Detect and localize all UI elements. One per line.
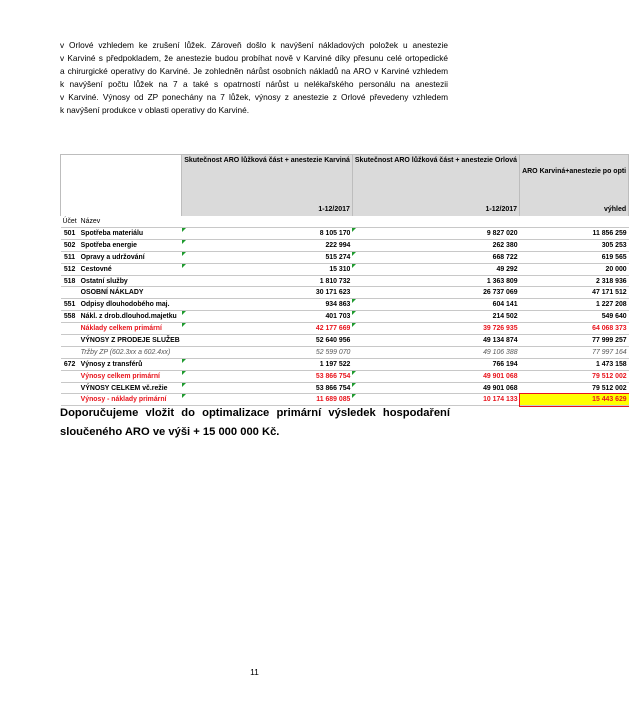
page-number: 11 [250,667,259,677]
row-value-karvina: 52 599 070 [182,346,353,358]
row-value-outlook: 1 473 158 [520,358,629,370]
row-nazev: VÝNOSY Z PRODEJE SLUŽEB [79,335,182,347]
row-nazev: Výnosy celkem primární [79,370,182,382]
paragraph-line: k navýšení počtu lůžek na 7 a také s opatrností nárůst u nelékařského personálu na anestezii [60,78,448,89]
table-row [61,382,629,394]
header-orlova [352,155,519,217]
row-value-outlook: 20 000 [520,263,629,275]
row-nazev: Opravy a udržování [79,251,182,263]
row-nazev: Odpisy dlouhodobého maj. [79,299,182,311]
row-value-karvina: 1 810 732 [182,275,353,287]
row-ucet [61,382,79,394]
row-value-orlova: 49 901 068 [352,370,519,382]
row-value-orlova: 668 722 [352,251,519,263]
row-ucet: 511 [61,251,79,263]
row-value-outlook: 79 512 002 [520,382,629,394]
row-value-karvina: 934 863 [182,299,353,311]
row-value-karvina: 401 703 [182,311,353,323]
row-ucet [61,323,79,335]
row-value-outlook: 11 856 259 [520,228,629,240]
row-nazev: Výnosy - náklady primární [79,394,182,406]
recommendation-line: sloučeného ARO ve výši + 15 000 000 Kč. [60,426,280,438]
paragraph-line: a chirurgické operativy do Karviné. Je zohledněn nárůst osobních nákladů na ARO v Karviné vzhledem [60,65,448,76]
header-karvina-period: 1-12/2017 [318,205,350,213]
row-value-orlova: 26 737 069 [352,287,519,299]
row-value-outlook: 619 565 [520,251,629,263]
row-value-karvina: 53 866 754 [182,370,353,382]
row-value-karvina: 8 105 170 [182,228,353,240]
table-row [61,299,629,311]
row-value-outlook: 15 443 629 [520,394,629,406]
row-nazev: Spotřeba materiálu [79,228,182,240]
row-value-outlook: 77 999 257 [520,335,629,347]
table-row [61,287,629,299]
column-label-nazev: Název [79,216,182,228]
header-outlook-label: ARO Karviná+anestezie po opti [522,168,627,175]
row-ucet: 518 [61,275,79,287]
row-nazev: OSOBNÍ NÁKLADY [79,287,182,299]
row-ucet: 512 [61,263,79,275]
paragraph-line: v Orlové vzhledem ke zrušení lůžek. Zároveň došlo k navýšení nákladových položek u anestezie [60,40,448,50]
row-ucet: 501 [61,228,79,240]
row-value-orlova: 214 502 [352,311,519,323]
column-label-empty [520,216,629,228]
row-value-karvina: 515 274 [182,251,353,263]
table-row [61,275,629,287]
row-ucet [61,287,79,299]
row-ucet: 672 [61,358,79,370]
row-value-outlook: 1 227 208 [520,299,629,311]
row-ucet: 551 [61,299,79,311]
row-value-karvina: 15 310 [182,263,353,275]
row-value-karvina: 30 171 623 [182,287,353,299]
row-value-karvina: 53 866 754 [182,382,353,394]
paragraph-line: v Karviné. Výnosy od ZP ponechány na 7 lůžek, výnosy z anestezie z Orlové převedeny vzhledem [60,91,448,102]
paragraph-line: v Karviné s předpokladem, že anestezie budou probíhat nově v Karviné díky přesunu celé ortopedické [60,52,448,63]
column-label-ucet: Účet [61,216,79,228]
table-row [61,263,629,275]
table-row [61,370,629,382]
table-header-row [61,155,629,217]
header-empty-cell [61,155,79,217]
row-value-orlova: 49 134 874 [352,335,519,347]
row-value-outlook: 77 997 164 [520,346,629,358]
row-value-outlook: 79 512 002 [520,370,629,382]
header-karvina [182,155,353,217]
row-value-karvina: 222 994 [182,239,353,251]
row-value-orlova: 9 827 020 [352,228,519,240]
row-value-orlova: 1 363 809 [352,275,519,287]
row-nazev: Výnosy z transférů [79,358,182,370]
header-karvina-label: Skutečnost ARO lůžková část + anestezie Karviná [184,157,350,164]
row-value-karvina: 11 689 085 [182,394,353,406]
table-row [61,335,629,347]
row-value-outlook: 305 253 [520,239,629,251]
row-value-outlook: 47 171 512 [520,287,629,299]
row-value-orlova: 262 380 [352,239,519,251]
row-value-orlova: 39 726 935 [352,323,519,335]
row-ucet [61,370,79,382]
row-value-orlova: 604 141 [352,299,519,311]
header-empty-cell [79,155,182,217]
column-label-empty [352,216,519,228]
header-orlova-label: Skutečnost ARO lůžková část + anestezie Orlová [354,157,518,164]
row-ucet: 558 [61,311,79,323]
row-value-orlova: 49 106 388 [352,346,519,358]
header-outlook-period: výhled [603,205,627,213]
paragraph-line: k navýšení produkce v oblasti operativy do Karviné. [60,104,250,115]
row-ucet [61,346,79,358]
row-value-karvina: 52 640 956 [182,335,353,347]
row-ucet: 502 [61,239,79,251]
row-value-orlova: 10 174 133 [352,394,519,406]
table-row [61,358,629,370]
table-row [61,311,629,323]
row-nazev: VÝNOSY CELKEM vč.režie [79,382,182,394]
row-value-karvina: 1 197 522 [182,358,353,370]
row-value-karvina: 42 177 669 [182,323,353,335]
row-value-orlova: 49 292 [352,263,519,275]
header-orlova-period: 1-12/2017 [485,205,518,213]
row-nazev: Nákl. z drob.dlouhod.majetku [79,311,182,323]
row-value-outlook: 2 318 936 [520,275,629,287]
recommendation [60,404,450,442]
table-row [61,346,629,358]
table-row [61,251,629,263]
row-nazev: Tržby ZP (602.3xx a 602.4xx) [79,346,182,358]
body-paragraph [60,39,448,116]
table-row [61,239,629,251]
row-nazev: Spotřeba energie [79,239,182,251]
row-nazev: Cestovné [79,263,182,275]
row-value-outlook: 549 640 [520,311,629,323]
recommendation-line: Doporučujeme vložit do optimalizace primární výsledek hospodaření [60,407,450,419]
header-outlook [520,155,629,217]
row-nazev: Ostatní služby [79,275,182,287]
table-row [61,228,629,240]
row-value-orlova: 49 901 068 [352,382,519,394]
row-nazev: Náklady celkem primární [79,323,182,335]
table-body [61,228,629,406]
table-row [61,323,629,335]
row-ucet [61,335,79,347]
table-column-labels [61,216,629,228]
row-value-outlook: 64 068 373 [520,323,629,335]
column-label-empty [182,216,353,228]
cost-revenue-table [60,154,629,406]
row-value-orlova: 766 194 [352,358,519,370]
